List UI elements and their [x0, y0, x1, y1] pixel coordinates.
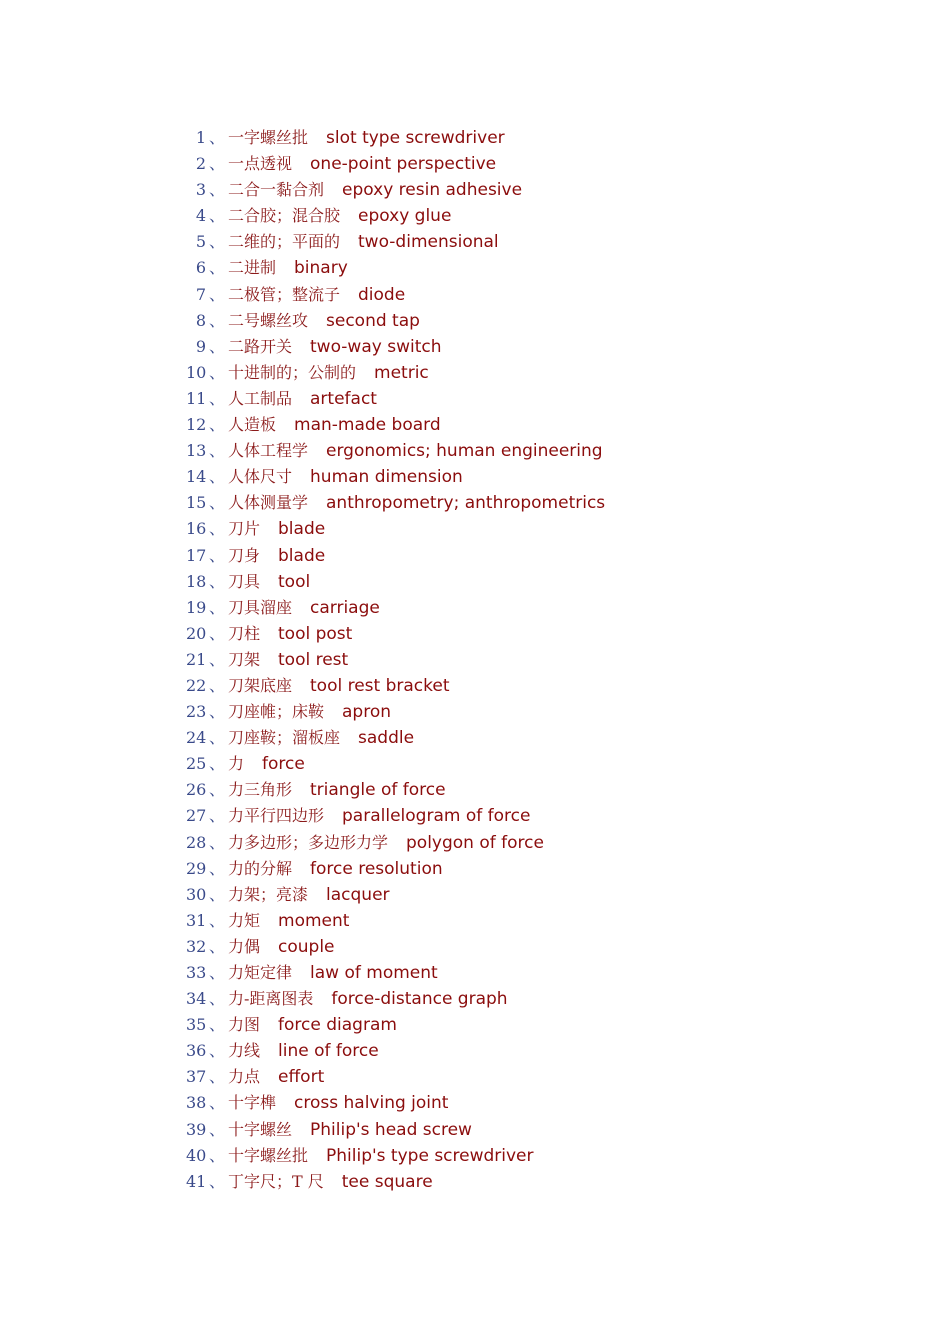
entry-separator: 、 — [208, 362, 225, 382]
glossary-entry — [186, 412, 906, 438]
english-term: saddle — [358, 728, 415, 749]
chinese-term: 力矩定律 — [228, 963, 293, 982]
entry-number: 1 — [195, 128, 206, 147]
chinese-term: 刀身 — [228, 545, 261, 565]
entry-number: 4 — [195, 206, 206, 226]
glossary-entry — [186, 725, 906, 751]
glossary-entry — [186, 673, 906, 699]
entry-number: 40 — [186, 1145, 207, 1165]
entry-number: 26 — [186, 780, 207, 800]
glossary-entry — [186, 229, 906, 255]
english-term: tee square — [341, 1171, 433, 1192]
glossary-entry — [186, 1117, 906, 1143]
english-term: diode — [358, 284, 406, 305]
entry-number: 38 — [186, 1093, 207, 1113]
chinese-term: 人体工程学 — [228, 441, 309, 461]
chinese-term: 力架；亮漆 — [228, 884, 309, 904]
entry-separator: 、 — [208, 493, 225, 513]
english-term: tool post — [278, 623, 353, 644]
entry-separator: 、 — [208, 180, 225, 200]
entry-separator: 、 — [208, 415, 225, 435]
glossary-entry — [186, 1064, 906, 1090]
entry-number: 27 — [186, 806, 207, 826]
glossary-entry — [186, 282, 906, 308]
entry-number: 3 — [195, 180, 206, 200]
glossary-entry — [186, 308, 906, 334]
entry-separator: 、 — [208, 780, 225, 800]
entry-number: 34 — [186, 989, 207, 1009]
glossary-entry — [186, 438, 906, 464]
glossary-entry — [186, 464, 906, 490]
entry-separator: 、 — [208, 1093, 225, 1113]
entry-number: 2 — [195, 154, 206, 174]
glossary-entry — [186, 543, 906, 569]
glossary-entry — [186, 569, 906, 595]
entry-number: 30 — [186, 884, 207, 904]
glossary-list — [186, 125, 906, 1195]
chinese-term: 力三角形 — [228, 780, 293, 800]
glossary-entry — [186, 882, 906, 908]
entry-number: 19 — [186, 597, 207, 617]
entry-number: 11 — [186, 388, 207, 408]
english-term: parallelogram of force — [342, 806, 531, 827]
english-term: couple — [278, 936, 335, 957]
entry-number: 29 — [186, 858, 207, 878]
entry-number: 17 — [186, 545, 207, 565]
glossary-entry — [186, 255, 906, 281]
entry-number: 35 — [186, 1015, 207, 1035]
entry-number: 9 — [195, 336, 206, 356]
chinese-term: 十字螺丝 — [228, 1119, 293, 1139]
entry-number: 7 — [195, 284, 206, 304]
entry-separator: 、 — [208, 258, 225, 278]
entry-number: 14 — [186, 467, 207, 487]
chinese-term: 二极管；整流子 — [228, 284, 341, 304]
english-term: two-dimensional — [358, 232, 499, 253]
chinese-term: 力-距离图表 — [228, 989, 314, 1009]
chinese-term: 力线 — [228, 1041, 261, 1061]
english-term: lacquer — [326, 884, 390, 905]
chinese-term: 二合胶；混合胶 — [228, 206, 341, 226]
english-term: polygon of force — [406, 832, 544, 853]
entry-separator: 、 — [208, 728, 225, 748]
entry-separator: 、 — [208, 1119, 225, 1139]
entry-number: 33 — [186, 963, 207, 982]
entry-separator: 、 — [208, 310, 225, 330]
english-term: epoxy resin adhesive — [342, 180, 523, 201]
glossary-entry — [186, 516, 906, 542]
english-term: blade — [278, 545, 326, 566]
chinese-term: 人体尺寸 — [228, 467, 293, 487]
chinese-term: 人体测量学 — [228, 493, 309, 513]
entry-number: 31 — [186, 910, 207, 930]
entry-number: 23 — [186, 702, 207, 722]
glossary-entry — [186, 151, 906, 177]
chinese-term: 刀架底座 — [228, 675, 293, 695]
english-term: metric — [374, 362, 429, 383]
glossary-entry — [186, 1038, 906, 1064]
english-term: epoxy glue — [358, 206, 452, 227]
glossary-entry — [186, 1012, 906, 1038]
chinese-term: 力偶 — [228, 936, 261, 956]
entry-number: 10 — [186, 362, 207, 382]
english-term: apron — [342, 702, 392, 723]
chinese-term: 十字榫 — [228, 1093, 277, 1113]
glossary-entry — [186, 647, 906, 673]
entry-number: 18 — [186, 571, 207, 591]
english-term: force resolution — [310, 858, 443, 879]
glossary-entry — [186, 595, 906, 621]
entry-separator: 、 — [208, 963, 225, 982]
entry-separator: 、 — [208, 623, 225, 643]
chinese-term: 一字螺丝批 — [228, 128, 309, 147]
glossary-entry — [186, 360, 906, 386]
english-term: tool — [278, 571, 311, 592]
glossary-entry — [186, 621, 906, 647]
chinese-term: 刀具 — [228, 571, 261, 591]
entry-number: 32 — [186, 936, 207, 956]
glossary-entry — [186, 125, 906, 151]
english-term: blade — [278, 519, 326, 540]
entry-number: 37 — [186, 1067, 207, 1087]
entry-separator: 、 — [208, 1171, 225, 1191]
entry-separator: 、 — [208, 832, 225, 852]
glossary-entry — [186, 1143, 906, 1169]
glossary-entry — [186, 934, 906, 960]
english-term: tool rest — [278, 649, 349, 670]
chinese-term: 二合一黏合剂 — [228, 180, 325, 200]
entry-separator: 、 — [208, 597, 225, 617]
chinese-term: 刀座帷；床鞍 — [228, 702, 325, 722]
entry-separator: 、 — [208, 936, 225, 956]
english-term: slot type screwdriver — [326, 128, 505, 148]
entry-separator: 、 — [208, 154, 225, 174]
entry-separator: 、 — [208, 336, 225, 356]
entry-separator: 、 — [208, 884, 225, 904]
entry-separator: 、 — [208, 989, 225, 1009]
chinese-term: 二维的；平面的 — [228, 232, 341, 252]
entry-number: 21 — [186, 649, 207, 669]
glossary-entry — [186, 1169, 906, 1195]
glossary-entry — [186, 751, 906, 777]
chinese-term: 力的分解 — [228, 858, 293, 878]
glossary-entry — [186, 986, 906, 1012]
entry-separator: 、 — [208, 128, 225, 147]
chinese-term: 刀片 — [228, 519, 261, 539]
english-term: force — [262, 754, 305, 775]
english-term: law of moment — [310, 963, 438, 983]
chinese-term: 一点透视 — [228, 154, 293, 174]
chinese-term: 刀架 — [228, 649, 261, 669]
chinese-term: 人造板 — [228, 415, 277, 435]
chinese-term: 二路开关 — [228, 336, 293, 356]
entry-separator: 、 — [208, 519, 225, 539]
glossary-entry — [186, 203, 906, 229]
chinese-term: 十进制的；公制的 — [228, 362, 357, 382]
glossary-entry — [186, 830, 906, 856]
glossary-entry — [186, 777, 906, 803]
entry-separator: 、 — [208, 1041, 225, 1061]
chinese-term: 二进制 — [228, 258, 277, 278]
english-term: force diagram — [278, 1015, 397, 1036]
english-term: artefact — [310, 388, 377, 409]
entry-number: 13 — [186, 441, 207, 461]
glossary-entry — [186, 803, 906, 829]
english-term: force-distance graph — [331, 989, 508, 1010]
entry-number: 39 — [186, 1119, 207, 1139]
chinese-term: 二号螺丝攻 — [228, 310, 309, 330]
chinese-term: 刀柱 — [228, 623, 261, 643]
entry-separator: 、 — [208, 1015, 225, 1035]
entry-number: 41 — [186, 1171, 207, 1191]
glossary-entry — [186, 856, 906, 882]
entry-number: 6 — [195, 258, 206, 278]
entry-number: 20 — [186, 623, 207, 643]
entry-separator: 、 — [208, 702, 225, 722]
glossary-entry — [186, 960, 906, 986]
english-term: second tap — [326, 310, 420, 331]
entry-separator: 、 — [208, 1067, 225, 1087]
entry-separator: 、 — [208, 545, 225, 565]
glossary-entry — [186, 699, 906, 725]
english-term: one-point perspective — [310, 154, 497, 175]
entry-number: 28 — [186, 832, 207, 852]
english-term: binary — [294, 258, 348, 279]
glossary-entry — [186, 386, 906, 412]
entry-number: 25 — [186, 754, 207, 774]
english-term: carriage — [310, 597, 380, 618]
entry-separator: 、 — [208, 206, 225, 226]
entry-separator: 、 — [208, 675, 225, 695]
english-term: cross halving joint — [294, 1093, 449, 1114]
entry-separator: 、 — [208, 754, 225, 774]
english-term: human dimension — [310, 467, 463, 488]
entry-separator: 、 — [208, 858, 225, 878]
entry-separator: 、 — [208, 441, 225, 461]
chinese-term: 刀座鞍；溜板座 — [228, 728, 341, 748]
chinese-term: 力多边形；多边形力学 — [228, 832, 389, 852]
chinese-term: 力图 — [228, 1015, 261, 1035]
entry-separator: 、 — [208, 284, 225, 304]
chinese-term: 十字螺丝批 — [228, 1145, 309, 1165]
glossary-entry — [186, 908, 906, 934]
glossary-entry — [186, 177, 906, 203]
entry-separator: 、 — [208, 1145, 225, 1165]
entry-number: 8 — [195, 310, 206, 330]
chinese-term: 力矩 — [228, 910, 261, 930]
entry-number: 24 — [186, 728, 207, 748]
english-term: man-made board — [294, 415, 441, 436]
english-term: Philip's type screwdriver — [326, 1145, 534, 1166]
english-term: line of force — [278, 1041, 379, 1062]
glossary-entry — [186, 490, 906, 516]
entry-separator: 、 — [208, 910, 225, 930]
entry-number: 12 — [186, 415, 207, 435]
english-term: moment — [278, 910, 350, 931]
chinese-term: 人工制品 — [228, 388, 293, 408]
english-term: Philip's head screw — [310, 1119, 472, 1140]
entry-number: 36 — [186, 1041, 207, 1061]
entry-number: 15 — [186, 493, 207, 513]
glossary-entry — [186, 334, 906, 360]
english-term: tool rest bracket — [310, 675, 450, 696]
entry-separator: 、 — [208, 571, 225, 591]
entry-separator: 、 — [208, 232, 225, 252]
glossary-entry — [186, 1090, 906, 1116]
english-term: triangle of force — [310, 780, 446, 801]
english-term: ergonomics; human engineering — [326, 441, 603, 462]
entry-separator: 、 — [208, 806, 225, 826]
chinese-term: 力 — [228, 754, 245, 774]
entry-number: 5 — [195, 232, 206, 252]
entry-separator: 、 — [208, 467, 225, 487]
english-term: anthropometry; anthropometrics — [326, 493, 606, 514]
chinese-term: 丁字尺；T 尺 — [228, 1171, 324, 1191]
entry-separator: 、 — [208, 649, 225, 669]
entry-number: 22 — [186, 675, 207, 695]
english-term: effort — [278, 1067, 325, 1088]
chinese-term: 力平行四边形 — [228, 806, 325, 826]
chinese-term: 力点 — [228, 1067, 261, 1087]
entry-separator: 、 — [208, 388, 225, 408]
english-term: two-way switch — [310, 336, 442, 357]
entry-number: 16 — [186, 519, 207, 539]
chinese-term: 刀具溜座 — [228, 597, 293, 617]
